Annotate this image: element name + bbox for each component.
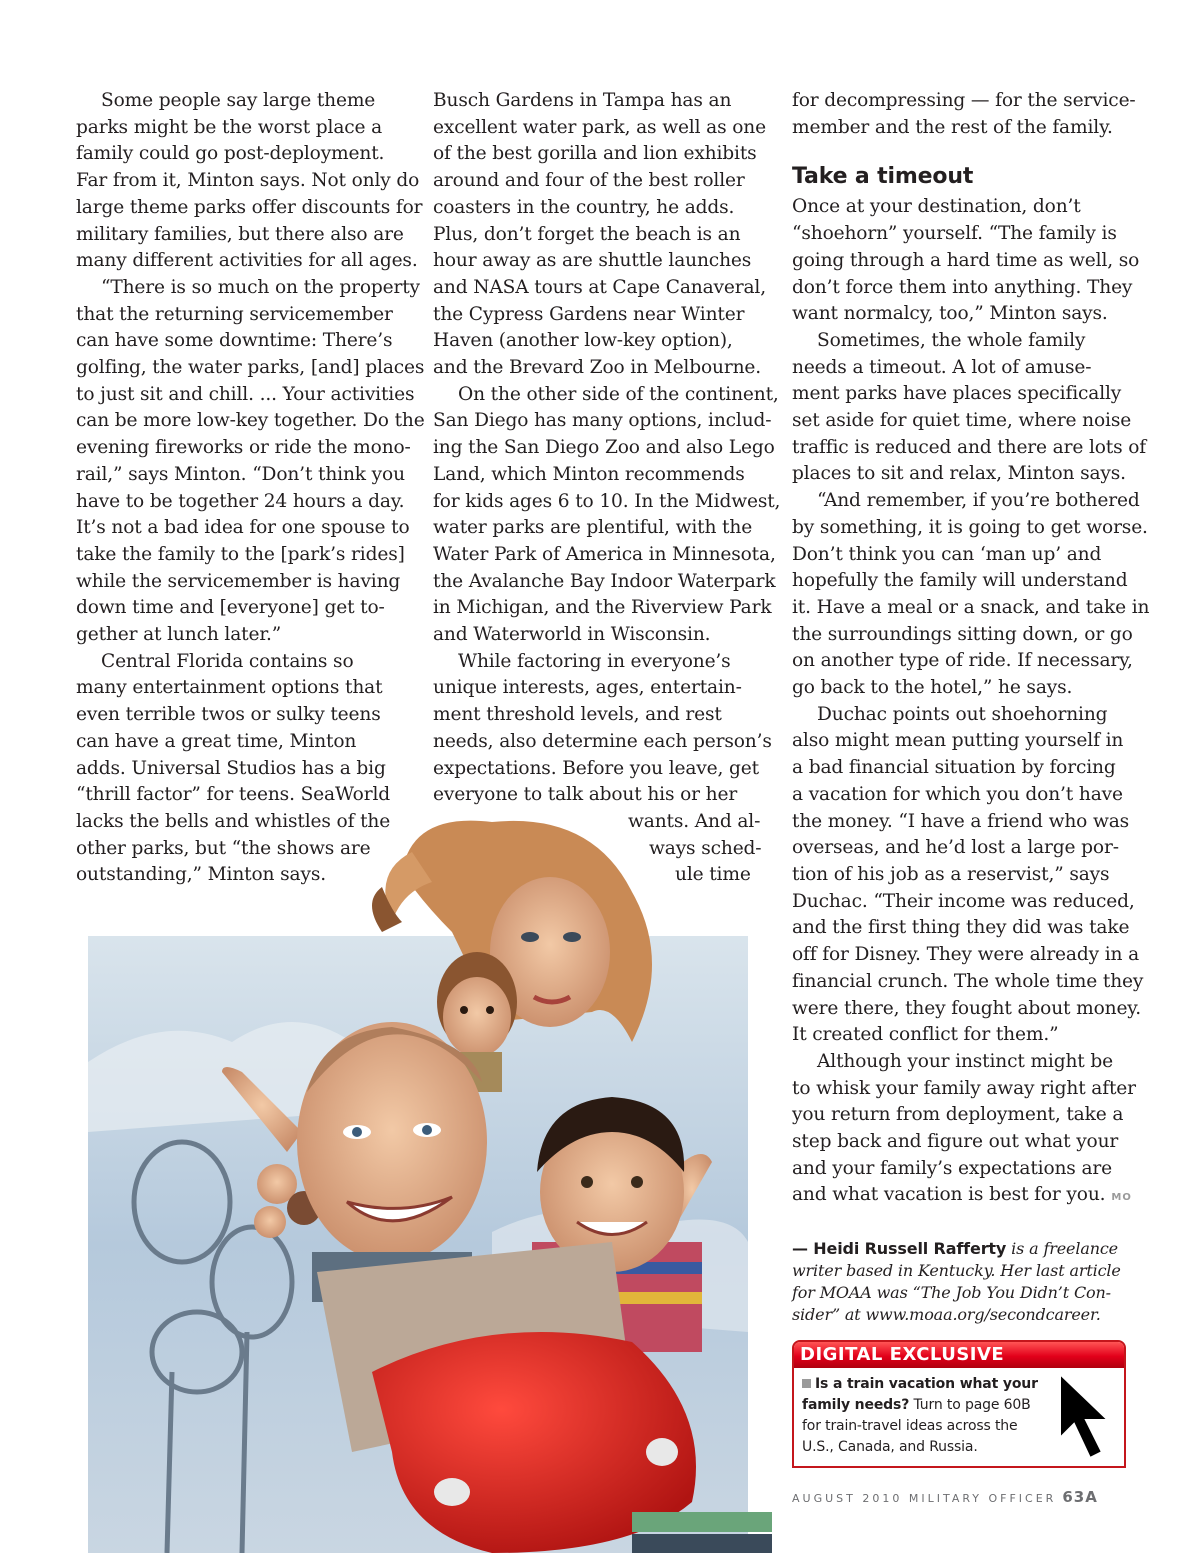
mouse-cursor-icon: [1056, 1370, 1118, 1462]
paragraph-line: adds. Universal Studios has a big: [76, 757, 386, 779]
paragraph-line: outstanding,” Minton says.: [76, 864, 326, 886]
paragraph-line: have to be together 24 hours a day.: [76, 490, 405, 512]
paragraph-line: coasters in the country, he adds.: [433, 196, 735, 218]
paragraph-line: member and the rest of the family.: [792, 116, 1113, 138]
paragraph-line: family could go post-deployment.: [76, 143, 385, 165]
paragraph-line: and NASA tours at Cape Canaveral,: [433, 276, 766, 298]
square-bullet-icon: [802, 1379, 811, 1388]
paragraph-line: many different activities for all ages.: [76, 250, 418, 272]
paragraph-line: want normalcy, too,” Minton says.: [792, 303, 1108, 325]
paragraph-line: ule time: [675, 864, 751, 886]
paragraph-line: While factoring in everyone’s: [458, 650, 731, 672]
paragraph-line: large theme parks offer discounts for: [76, 196, 423, 218]
paragraph-line: [792, 1182, 1132, 1212]
paragraph-line: on another type of ride. If necessary,: [792, 650, 1133, 672]
paragraph-line: Some people say large theme: [101, 90, 376, 111]
paragraph-line: step back and figure out what your: [792, 1131, 1119, 1153]
paragraph-line: take the family to the [park’s rides]: [76, 543, 405, 565]
dx-text: Turn to page 60B: [909, 1397, 1031, 1414]
paragraph-line: for decompressing — for the service-: [792, 90, 1136, 111]
paragraph-line: “shoehorn” yourself. “The family is: [792, 223, 1117, 245]
paragraph-line: needs, also determine each person’s: [433, 730, 772, 752]
paragraph-line: lacks the bells and whistles of the: [76, 810, 391, 832]
paragraph-line: excellent water park, as well as one: [433, 116, 766, 138]
byline-line: sider” at www.moaa.org/secondcareer.: [792, 1305, 1101, 1325]
paragraph-line: also might mean putting yourself in: [792, 730, 1124, 752]
paragraph-line: and your family’s expectations are: [792, 1157, 1112, 1179]
paragraph-line-text: and what vacation is best for you.: [792, 1184, 1106, 1206]
paragraph-line: Water Park of America in Minnesota,: [433, 543, 776, 565]
dx-line: U.S., Canada, and Russia.: [802, 1439, 978, 1456]
paragraph-line: set aside for quiet time, where noise: [792, 410, 1132, 432]
paragraph-line: overseas, and he’d lost a large por-: [792, 837, 1119, 859]
subheading: Take a timeout: [792, 164, 974, 190]
paragraph-line: On the other side of the continent,: [458, 383, 779, 405]
dx-line: for train-travel ideas across the: [802, 1418, 1018, 1435]
paragraph-line: go back to the hotel,” he says.: [792, 677, 1073, 699]
paragraph-line: and the first thing they did was take: [792, 917, 1130, 939]
page-folio: [792, 1488, 1128, 1506]
paragraph-line: Central Florida contains so: [101, 650, 354, 672]
paragraph-line: in Michigan, and the Riverview Park: [433, 597, 772, 619]
byline-text: is a freelance: [1006, 1239, 1118, 1259]
paragraph-line: while the servicemember is having: [76, 570, 401, 592]
paragraph-line: wants. And al-: [628, 810, 761, 832]
paragraph-line: for kids ages 6 to 10. In the Midwest,: [433, 490, 781, 512]
paragraph-line: and Waterworld in Wisconsin.: [433, 624, 711, 646]
paragraph-line: rail,” says Minton. “Don’t think you: [76, 463, 405, 485]
paragraph-line: military families, but there also are: [76, 223, 404, 245]
paragraph-line: “thrill factor” for teens. SeaWorld: [76, 784, 390, 806]
paragraph-line: Plus, don’t forget the beach is an: [433, 223, 741, 245]
paragraph-line: ment parks have places specifically: [792, 383, 1122, 405]
paragraph-line: ing the San Diego Zoo and also Lego: [433, 437, 775, 459]
paragraph-line: were there, they fought about money.: [792, 997, 1141, 1019]
paragraph-line: it. Have a meal or a snack, and take in: [792, 596, 1150, 618]
byline-line: [792, 1238, 1132, 1260]
paragraph-line: expectations. Before you leave, get: [433, 757, 759, 779]
paragraph-line: Don’t think you can ‘man up’ and: [792, 543, 1102, 565]
author-name: — Heidi Russell Rafferty: [792, 1239, 1007, 1259]
paragraph-line: Haven (another low-key option),: [433, 330, 733, 352]
paragraph-line: water parks are plentiful, with the: [433, 517, 753, 539]
digital-exclusive-box[interactable]: [792, 1340, 1126, 1468]
page-number: 63A: [1062, 1488, 1098, 1506]
paragraph-line: can have some downtime: There’s: [76, 330, 393, 352]
paragraph-line: hour away as are shuttle launches: [433, 250, 752, 272]
paragraph-line: the money. “I have a friend who was: [792, 810, 1130, 832]
article-column-2: [433, 88, 781, 889]
paragraph-line: many entertainment options that: [76, 677, 383, 699]
paragraph-line: to just sit and chill. ... Your activities: [76, 383, 415, 405]
paragraph-line: Once at your destination, don’t: [792, 196, 1081, 218]
dx-bold-text: family needs?: [802, 1397, 910, 1414]
paragraph-line: needs a timeout. A lot of amuse-: [792, 356, 1092, 378]
paragraph-line: Although your instinct might be: [817, 1050, 1114, 1072]
paragraph-line: evening fireworks or ride the mono-: [76, 437, 411, 459]
paragraph-line: hopefully the family will understand: [792, 570, 1128, 592]
paragraph-line: you return from deployment, take a: [792, 1104, 1124, 1126]
paragraph-line: ways sched-: [649, 837, 762, 859]
paragraph-line: a bad financial situation by forcing: [792, 757, 1116, 779]
paragraph-line: Busch Gardens in Tampa has an: [433, 90, 732, 111]
dx-bold-text: Is a train vacation what your: [815, 1376, 1038, 1393]
folio-label: AUGUST 2010 MILITARY OFFICER: [792, 1492, 1057, 1505]
paragraph-line: going through a hard time as well, so: [792, 249, 1140, 271]
paragraph-line: “There is so much on the property: [101, 276, 420, 298]
paragraph-line: other parks, but “the shows are: [76, 837, 371, 859]
article-column-3: [792, 88, 1150, 1468]
end-mark: MO: [1111, 1192, 1132, 1204]
paragraph-line: San Diego has many options, includ-: [433, 410, 772, 432]
paragraph-line: can have a great time, Minton: [76, 730, 357, 752]
paragraph-line: everyone to talk about his or her: [433, 784, 738, 806]
paragraph-line: Duchac. “Their income was reduced,: [792, 890, 1135, 912]
paragraph-line: It created conflict for them.”: [792, 1024, 1059, 1046]
paragraph-line: around and four of the best roller: [433, 170, 745, 192]
paragraph-line: traffic is reduced and there are lots of: [792, 436, 1147, 458]
paragraph-line: a vacation for which you don’t have: [792, 783, 1123, 805]
paragraph-line: golfing, the water parks, [and] places: [76, 357, 425, 379]
byline-line: writer based in Kentucky. Her last article: [792, 1261, 1121, 1281]
paragraph-line: tion of his job as a reservist,” says: [792, 863, 1110, 885]
paragraph-line: places to sit and relax, Minton says.: [792, 463, 1126, 485]
author-byline: [792, 1238, 1132, 1326]
paragraph-line: the Avalanche Bay Indoor Waterpark: [433, 570, 776, 592]
paragraph-line: parks might be the worst place a: [76, 116, 383, 138]
paragraph-line: the Cypress Gardens near Winter: [433, 303, 745, 325]
paragraph-line: of the best gorilla and lion exhibits: [433, 143, 757, 165]
paragraph-line: financial crunch. The whole time they: [792, 970, 1144, 992]
paragraph-line: Duchac points out shoehorning: [817, 703, 1108, 725]
paragraph-line: “And remember, if you’re bothered: [817, 490, 1140, 512]
paragraph-line: to whisk your family away right after: [792, 1077, 1136, 1099]
paragraph-line: Far from it, Minton says. Not only do: [76, 170, 420, 192]
paragraph-line: down time and [everyone] get to-: [76, 597, 385, 619]
paragraph-line: that the returning servicemember: [76, 303, 393, 325]
digital-exclusive-header: DIGITAL EXCLUSIVE: [794, 1342, 1124, 1368]
paragraph-line: Sometimes, the whole family: [817, 329, 1086, 351]
paragraph-line: don’t force them into anything. They: [792, 276, 1133, 298]
paragraph-line: ment threshold levels, and rest: [433, 704, 722, 726]
paragraph-line: Land, which Minton recommends: [433, 463, 745, 485]
paragraph-line: off for Disney. They were already in a: [792, 944, 1140, 966]
paragraph-line: can be more low-key together. Do the: [76, 410, 425, 432]
paragraph-line: the surroundings sitting down, or go: [792, 623, 1133, 645]
paragraph-line: gether at lunch later.”: [76, 624, 282, 646]
paragraph-line: even terrible twos or sulky teens: [76, 704, 381, 726]
paragraph-line: and the Brevard Zoo in Melbourne.: [433, 357, 762, 379]
byline-line: for MOAA was “The Job You Didn’t Con-: [792, 1283, 1111, 1303]
paragraph-line: It’s not a bad idea for one spouse to: [76, 517, 410, 539]
paragraph-line: unique interests, ages, entertain-: [433, 677, 742, 699]
roller-coaster-collage-illustration: [72, 812, 772, 1553]
paragraph-line: by something, it is going to get worse.: [792, 516, 1148, 538]
article-column-1: [76, 88, 425, 889]
